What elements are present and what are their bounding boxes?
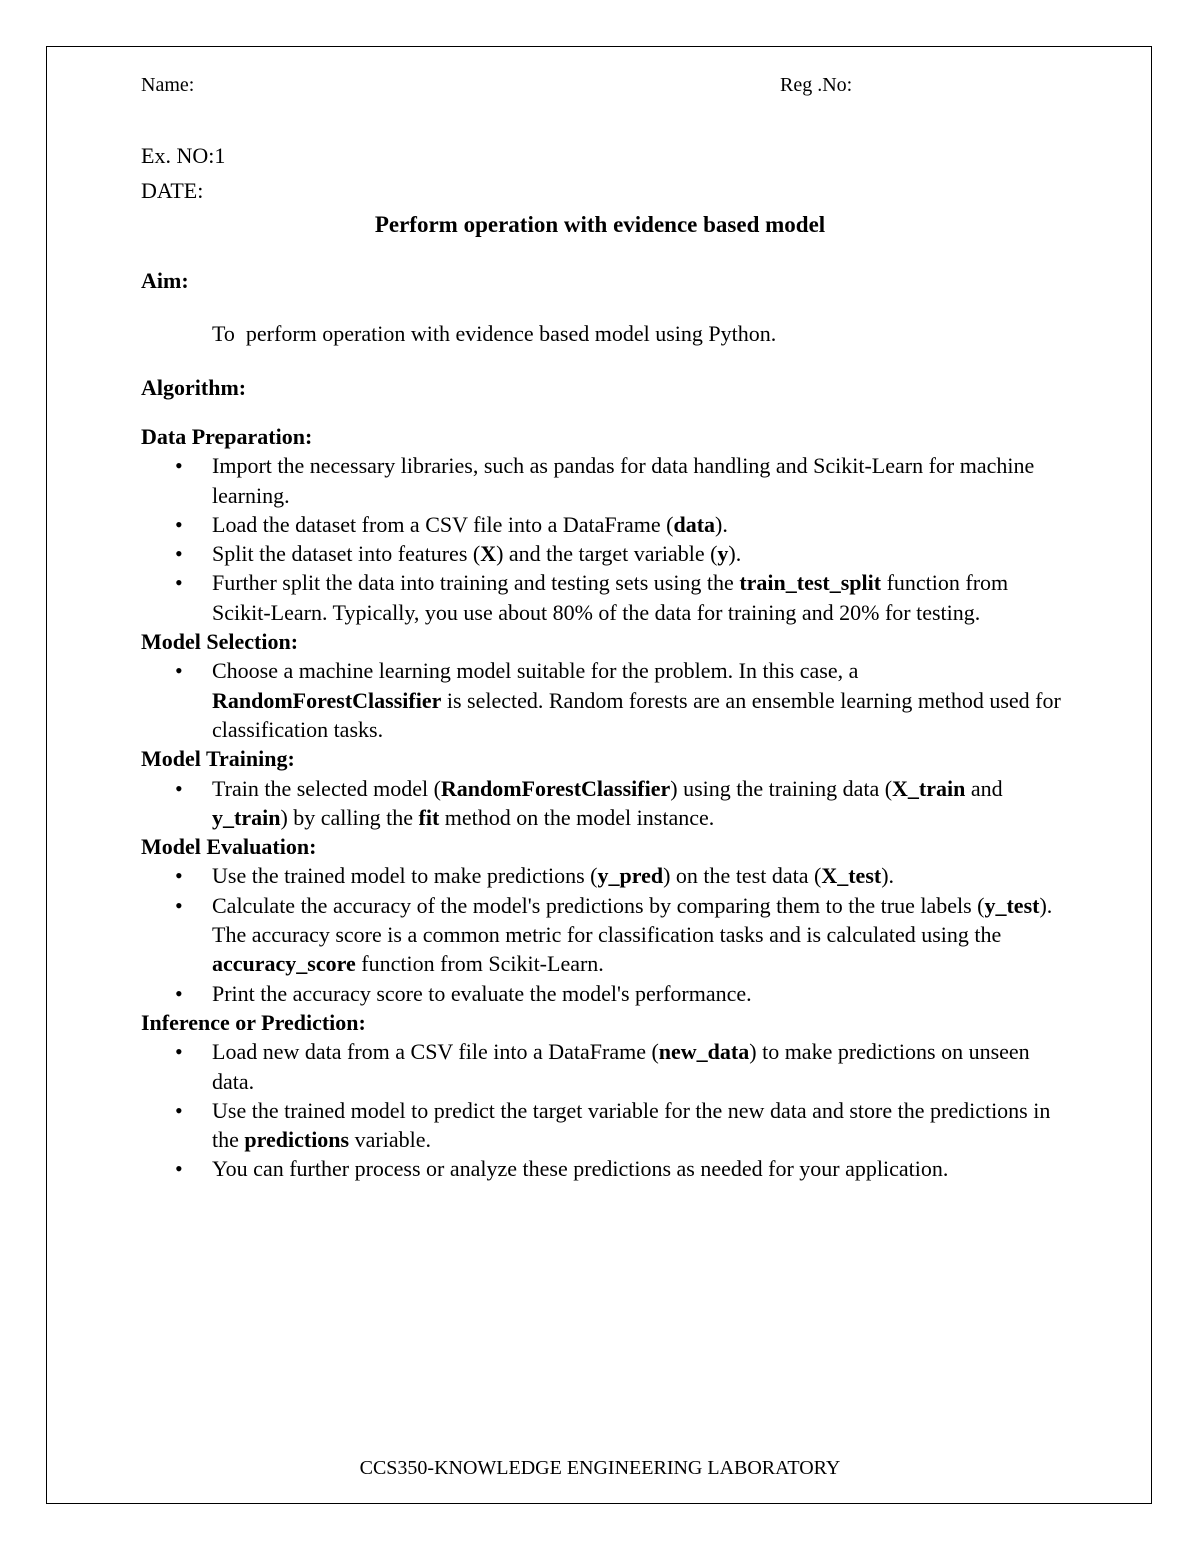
list-item — [141, 1154, 1071, 1183]
section-heading: Model Selection: — [141, 629, 299, 655]
text-run: Further split the data into training and testing sets using the — [212, 570, 740, 596]
bullet-icon: • — [175, 775, 183, 801]
text-run: Load new data from a CSV file into a DataFrame ( — [212, 1039, 659, 1065]
date-label: DATE: — [141, 178, 204, 203]
text-run: Calculate the accuracy of the model's predictions by comparing them to the true labels ( — [212, 892, 985, 918]
page-title: Perform operation with evidence based model — [374, 212, 826, 237]
text-run: Split the dataset into features ( — [212, 541, 481, 567]
text-run: function from Scikit-Learn. Typically, you use about 80% of the data for training and 20% for testing. — [212, 570, 1009, 625]
section-heading: Model Evaluation: — [141, 834, 317, 860]
text-run: method on the model instance. — [439, 804, 715, 830]
text-run: Import the necessary libraries, such as pandas for data handling and Scikit-Learn for machine learning. — [212, 453, 1035, 508]
text-run: ). — [728, 541, 742, 567]
algorithm-sections — [141, 422, 1071, 1184]
list-item — [141, 861, 1071, 890]
list-item — [141, 656, 1071, 744]
bullet-icon: • — [175, 892, 183, 918]
section-heading: Model Training: — [141, 746, 295, 772]
bold-term: fit — [418, 804, 440, 830]
text-run: ) to make predictions on unseen data. — [212, 1039, 1030, 1094]
section-heading: Data Preparation: — [141, 424, 313, 449]
list-item — [141, 979, 1071, 1008]
bullet-icon: • — [175, 1039, 183, 1065]
exercise-number: Ex. NO:1 — [141, 143, 226, 168]
aim-text: To perform operation with evidence based model using Python. — [212, 321, 777, 346]
bullet-icon: • — [175, 541, 183, 567]
aim-heading: Aim: — [141, 268, 189, 293]
bold-term: X_train — [892, 775, 966, 801]
text-run: function from Scikit-Learn. — [355, 951, 604, 977]
bold-term: y_pred — [597, 863, 664, 889]
bullet-list — [141, 656, 1071, 744]
bold-term: RandomForestClassifier — [440, 775, 671, 801]
text-run: Choose a machine learning model suitable for the problem. In this case, a — [212, 658, 859, 684]
text-run: and — [965, 775, 1003, 801]
bold-term: RandomForestClassifier — [212, 687, 442, 713]
bullet-icon: • — [175, 658, 183, 684]
list-item — [141, 774, 1071, 833]
text-run: ) using the training data ( — [670, 775, 893, 801]
list-item — [141, 510, 1071, 539]
bullet-list — [141, 774, 1071, 833]
bullet-icon: • — [175, 863, 183, 889]
bold-term: X_test — [821, 863, 882, 889]
list-item — [141, 539, 1071, 568]
text-run: ) and the target variable ( — [496, 541, 718, 567]
bold-term: X — [480, 541, 497, 567]
list-item — [141, 568, 1071, 627]
bold-term: data — [673, 511, 716, 537]
bold-term: y_test — [984, 892, 1040, 918]
footer-course: CCS350-KNOWLEDGE ENGINEERING LABORATORY — [359, 1457, 841, 1479]
list-item — [141, 891, 1071, 979]
bullet-icon: • — [175, 1097, 183, 1123]
text-run: Print the accuracy score to evaluate the model's performance. — [212, 980, 752, 1006]
text-run: variable. — [349, 1127, 431, 1153]
bold-term: accuracy_score — [212, 951, 356, 977]
text-run: ). The accuracy score is a common metric for classification tasks and is calculated using the — [212, 892, 1053, 948]
bold-term: train_test_split — [739, 570, 882, 596]
bullet-icon: • — [175, 453, 183, 479]
bullet-icon: • — [175, 511, 183, 537]
bullet-icon: • — [175, 570, 183, 596]
section-heading: Inference or Prediction: — [141, 1009, 366, 1035]
text-run: ) on the test data ( — [663, 863, 822, 889]
text-run: ). — [715, 511, 728, 537]
text-run: is selected. Random forests are an ensemble learning method used for classification tasks. — [212, 687, 1061, 742]
bullet-list — [141, 1037, 1071, 1183]
text-run: ). — [881, 863, 895, 889]
text-run: ) by calling the — [280, 804, 419, 830]
bullet-icon: • — [175, 980, 183, 1006]
bold-term: new_data — [658, 1039, 750, 1065]
list-item — [141, 451, 1071, 510]
text-run: Train the selected model ( — [212, 775, 441, 801]
bullet-list — [141, 451, 1071, 627]
reg-no-label: Reg .No: — [780, 74, 853, 96]
list-item — [141, 1096, 1071, 1155]
bullet-list — [141, 861, 1071, 1007]
name-label: Name: — [141, 74, 195, 96]
bold-term: predictions — [244, 1127, 350, 1153]
text-run: Use the trained model to make predictions ( — [212, 863, 598, 889]
text-run: You can further process or analyze these predictions as needed for your application. — [212, 1156, 949, 1182]
list-item — [141, 1037, 1071, 1096]
text-run: Use the trained model to predict the target variable for the new data and store the predictions in the — [212, 1097, 1051, 1153]
bullet-icon: • — [175, 1156, 183, 1182]
algorithm-heading: Algorithm: — [141, 375, 247, 400]
bold-term: y_train — [212, 804, 281, 830]
bold-term: y — [717, 541, 729, 567]
text-run: Load the dataset from a CSV file into a DataFrame ( — [212, 511, 674, 537]
